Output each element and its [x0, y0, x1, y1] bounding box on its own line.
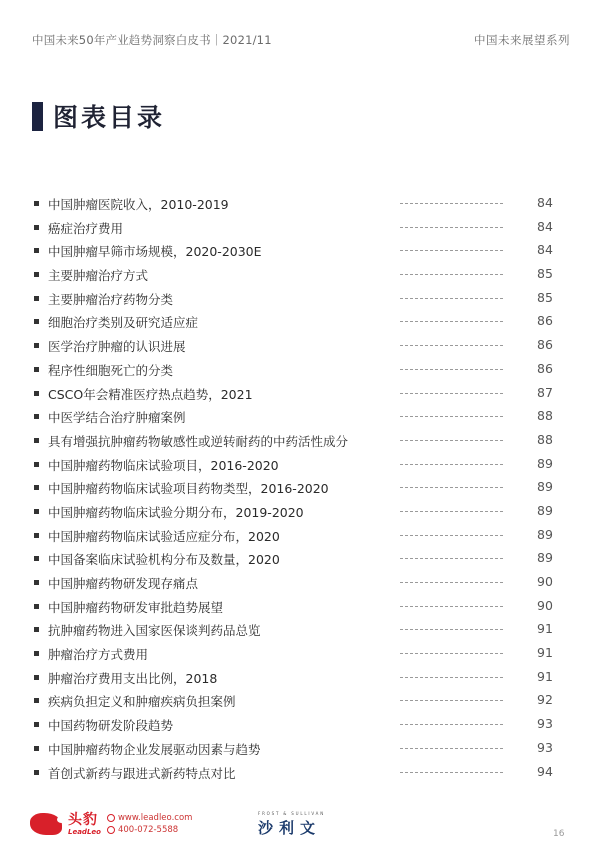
square-bullet-icon: [34, 319, 39, 324]
toc-entry[interactable]: [0, 476, 600, 500]
phone-number: 400-072-5588: [117, 825, 179, 835]
toc-entry-page: 89: [537, 550, 553, 566]
toc-entry[interactable]: [0, 287, 600, 311]
toc-entry-page: 88: [537, 431, 553, 447]
toc-entry-label: CSCO年会精准医疗热点趋势，2021: [48, 386, 253, 402]
dotted-leader: [400, 250, 503, 251]
toc-entry[interactable]: [0, 689, 600, 713]
square-bullet-icon: [34, 651, 39, 656]
toc-entry-label: 首创式新药与跟进式新药特点对比: [48, 765, 236, 781]
toc-entry-page: 90: [537, 574, 553, 589]
dotted-leader: [400, 440, 503, 441]
square-bullet-icon: [34, 367, 39, 372]
toc-entry[interactable]: [0, 524, 600, 548]
toc-entry-page: 91: [537, 645, 553, 661]
square-bullet-icon: [34, 296, 39, 301]
toc-entry-page: 92: [537, 692, 553, 708]
leopard-logo-icon: [30, 813, 62, 835]
page-title: 图表目录: [53, 103, 166, 132]
dotted-leader: [400, 582, 503, 583]
toc-entry[interactable]: [0, 642, 600, 666]
toc-entry-label: 中国肿瘤药物临床试验分期分布，2019-2020: [48, 504, 304, 520]
toc-entry-page: 91: [537, 621, 553, 637]
square-bullet-icon: [34, 556, 39, 561]
toc-entry[interactable]: [0, 263, 600, 287]
dotted-leader: [400, 558, 503, 559]
toc-entry-page: 89: [537, 455, 553, 471]
square-bullet-icon: [34, 225, 39, 230]
square-bullet-icon: [34, 675, 39, 680]
toc-entry-page: 90: [537, 597, 553, 613]
toc-entry-label: 细胞治疗类别及研究适应症: [48, 315, 199, 331]
toc-entry-page: 86: [537, 313, 553, 329]
toc-entry[interactable]: [0, 666, 600, 690]
toc-entry-label: 肿瘤治疗方式费用: [48, 647, 149, 663]
dotted-leader: [400, 748, 503, 749]
toc-entry-label: 中国肿瘤药物临床试验适应症分布，2020: [48, 528, 280, 544]
toc-entry-page: 89: [537, 479, 553, 495]
toc-entry-label: 中国药物研发阶段趋势: [48, 718, 174, 734]
dotted-leader: [400, 298, 503, 299]
toc-entry-label: 中国备案临床试验机构分布及数量，2020: [48, 552, 280, 568]
toc-entry-page: 84: [537, 242, 553, 258]
phone-row: [107, 824, 192, 836]
toc-entry-label: 肿瘤治疗费用支出比例，2018: [48, 670, 218, 686]
title-accent-bar: [32, 102, 43, 131]
dotted-leader: [400, 700, 503, 701]
toc-entry[interactable]: [0, 737, 600, 761]
square-bullet-icon: [34, 414, 39, 419]
figure-index-list: [0, 192, 600, 784]
toc-entry-page: 88: [537, 408, 553, 424]
dotted-leader: [400, 629, 503, 630]
toc-entry[interactable]: [0, 595, 600, 619]
toc-entry-page: 85: [537, 266, 553, 282]
toc-entry[interactable]: [0, 358, 600, 382]
dotted-leader: [400, 606, 503, 607]
toc-entry-label: 中国肿瘤早筛市场规模，2020-2030E: [48, 244, 262, 260]
toc-entry-label: 中国肿瘤药物研发现存痛点: [48, 576, 199, 591]
toc-entry[interactable]: [0, 429, 600, 453]
toc-entry-page: 86: [537, 337, 553, 353]
dotted-leader: [400, 677, 503, 678]
toc-entry-page: 85: [537, 289, 553, 305]
toc-entry-label: 中医学结合治疗肿瘤案例: [48, 410, 186, 426]
frost-sullivan-cn: 沙利文: [258, 819, 322, 837]
toc-entry-label: 抗肿瘤药物进入国家医保谈判药品总览: [48, 623, 261, 639]
report-header-title: 中国未来50年产业趋势洞察白皮书｜2021/11: [32, 33, 272, 47]
square-bullet-icon: [34, 438, 39, 443]
toc-entry-page: 89: [537, 502, 553, 518]
toc-entry-label: 主要肿瘤治疗药物分类: [48, 291, 174, 307]
dotted-leader: [400, 345, 503, 346]
dotted-leader: [400, 511, 503, 512]
page-title-block: [32, 98, 165, 134]
dotted-leader: [400, 203, 503, 204]
toc-entry-label: 医学治疗肿瘤的认识进展: [48, 339, 186, 355]
toc-entry-page: 93: [537, 716, 553, 732]
toc-entry-page: 84: [537, 218, 553, 234]
square-bullet-icon: [34, 485, 39, 490]
leadleo-brand-cn: 头豹: [68, 811, 98, 828]
square-bullet-icon: [34, 462, 39, 467]
square-bullet-icon: [34, 533, 39, 538]
square-bullet-icon: [34, 746, 39, 751]
toc-entry-label: 主要肿瘤治疗方式: [48, 268, 149, 284]
toc-entry-page: 86: [537, 360, 553, 376]
toc-entry-label: 癌症治疗费用: [48, 220, 124, 236]
toc-entry[interactable]: [0, 382, 600, 406]
toc-entry[interactable]: [0, 310, 600, 334]
square-bullet-icon: [34, 722, 39, 727]
square-bullet-icon: [34, 201, 39, 206]
leadleo-logo: [30, 812, 192, 836]
square-bullet-icon: [34, 248, 39, 253]
toc-entry[interactable]: [0, 239, 600, 263]
toc-entry-label: 中国肿瘤医院收入，2010-2019: [48, 197, 229, 212]
leadleo-brand: [68, 813, 101, 836]
square-bullet-icon: [34, 698, 39, 703]
website-row: [107, 812, 192, 824]
dotted-leader: [400, 772, 503, 773]
toc-entry-label: 中国肿瘤药物研发审批趋势展望: [48, 599, 224, 615]
toc-entry[interactable]: [0, 453, 600, 477]
square-bullet-icon: [34, 391, 39, 396]
dotted-leader: [400, 464, 503, 465]
series-name: 中国未来展望系列: [474, 33, 570, 47]
toc-entry-page: 87: [537, 384, 553, 400]
toc-entry-page: 93: [537, 739, 553, 755]
dotted-leader: [400, 416, 503, 417]
toc-entry-label: 疾病负担定义和肿瘤疾病负担案例: [48, 694, 236, 710]
dotted-leader: [400, 393, 503, 394]
square-bullet-icon: [34, 770, 39, 775]
phone-icon: [107, 826, 115, 834]
dotted-leader: [400, 227, 503, 228]
toc-entry[interactable]: [0, 500, 600, 524]
toc-entry[interactable]: [0, 216, 600, 240]
square-bullet-icon: [34, 604, 39, 609]
toc-entry[interactable]: [0, 761, 600, 785]
toc-entry-label: 具有增强抗肿瘤药物敏感性或逆转耐药的中药活性成分: [48, 433, 349, 449]
dotted-leader: [400, 369, 503, 370]
toc-entry[interactable]: [0, 334, 600, 358]
toc-entry-page: 89: [537, 526, 553, 542]
toc-entry-page: 91: [537, 668, 553, 684]
toc-entry-label: 中国肿瘤药物企业发展驱动因素与趋势: [48, 741, 261, 757]
toc-entry[interactable]: [0, 571, 600, 595]
leadleo-brand-en: LeadLeo: [68, 827, 101, 836]
dotted-leader: [400, 487, 503, 488]
dotted-leader: [400, 274, 503, 275]
toc-entry-page: 94: [537, 763, 553, 779]
toc-entry[interactable]: [0, 192, 600, 216]
dotted-leader: [400, 535, 503, 536]
toc-entry[interactable]: [0, 618, 600, 642]
square-bullet-icon: [34, 343, 39, 348]
frost-sullivan-en: FROST & SULLIVAN: [258, 811, 325, 816]
contact-info: [107, 812, 192, 836]
web-icon: [107, 814, 115, 822]
square-bullet-icon: [34, 509, 39, 514]
square-bullet-icon: [34, 272, 39, 277]
toc-entry-label: 中国肿瘤药物临床试验项目，2016-2020: [48, 457, 279, 473]
toc-entry-label: 程序性细胞死亡的分类: [48, 362, 174, 378]
square-bullet-icon: [34, 627, 39, 632]
dotted-leader: [400, 321, 503, 322]
toc-entry-label: 中国肿瘤药物临床试验项目药物类型，2016-2020: [48, 481, 329, 497]
toc-entry[interactable]: [0, 547, 600, 571]
toc-entry-page: 84: [537, 195, 553, 210]
dotted-leader: [400, 724, 503, 725]
frost-sullivan-logo: [258, 811, 325, 838]
page-number: 16: [553, 829, 565, 839]
toc-entry[interactable]: [0, 405, 600, 429]
toc-entry[interactable]: [0, 713, 600, 737]
website-link[interactable]: www.leadleo.com: [117, 813, 193, 823]
square-bullet-icon: [34, 580, 39, 585]
dotted-leader: [400, 653, 503, 654]
